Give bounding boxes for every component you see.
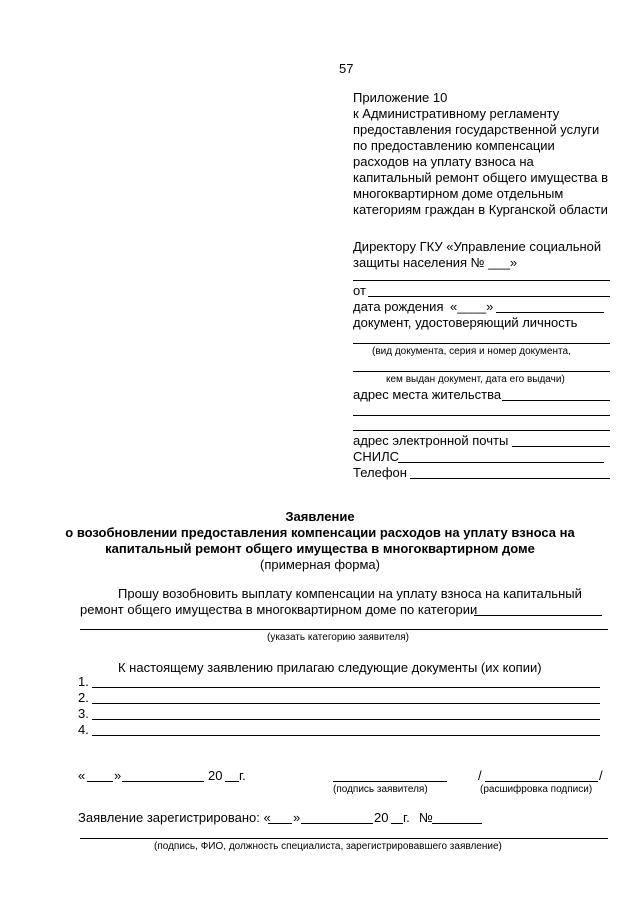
attachment-field[interactable] — [92, 703, 600, 704]
category-hint: (указать категорию заявителя) — [267, 632, 409, 643]
residence-field-3[interactable] — [353, 430, 610, 431]
attachment-field[interactable] — [92, 687, 600, 688]
date-year-field[interactable] — [225, 781, 239, 782]
registration-year-prefix: 20 — [374, 810, 389, 825]
registration-day-field[interactable] — [268, 823, 292, 824]
attachment-number: 2. — [78, 690, 89, 705]
residence-label: адрес места жительства — [353, 387, 502, 402]
appendix-line: капитальный ремонт общего имущества в — [353, 170, 609, 185]
dob-quote: «____» — [450, 299, 494, 314]
registration-number-field[interactable] — [432, 823, 482, 824]
attachment-number: 3. — [78, 706, 89, 721]
year-suffix: г. — [239, 768, 246, 783]
date-close-quote: » — [114, 768, 122, 783]
applicant-signature-hint: (подпись заявителя) — [333, 784, 428, 795]
applicant-signature-field[interactable] — [333, 781, 447, 782]
appendix-line: расходов на уплату взноса на — [353, 154, 534, 169]
slash-right: / — [599, 768, 603, 783]
registration-hint: (подпись, ФИО, должность специалиста, зарегистрировавшего заявление) — [154, 841, 502, 852]
appendix-line: по предоставлению компенсации — [353, 138, 555, 153]
from-label: от — [353, 283, 366, 298]
category-field[interactable] — [474, 615, 602, 616]
snils-label: СНИЛС — [353, 449, 400, 464]
appendix-line: многоквартирном доме отдельным — [353, 186, 564, 201]
from-field[interactable] — [368, 296, 610, 297]
appendix-line: Приложение 10 — [353, 90, 448, 105]
year-prefix: 20 — [208, 768, 223, 783]
dob-label: дата рождения — [353, 299, 444, 314]
date-month-field[interactable] — [122, 781, 204, 782]
attach-text: К настоящему заявлению прилагаю следующие документы (их копии) — [118, 660, 542, 675]
issued-field[interactable] — [353, 371, 610, 372]
registration-year-suffix: г. — [403, 810, 410, 825]
appendix-line: категориям граждан в Курганской области — [353, 202, 608, 217]
document-subtitle: (примерная форма) — [260, 557, 380, 572]
appendix-line: предоставления государственной услуги — [353, 122, 600, 137]
id-doc-label: документ, удостоверяющий личность — [353, 315, 578, 330]
date-open-quote: « — [78, 768, 86, 783]
category-field-2[interactable] — [80, 629, 608, 630]
registration-label: Заявление зарегистрировано: « — [78, 810, 271, 825]
addressee-line1: Директору ГКУ «Управление социальной — [353, 239, 602, 254]
residence-field-2[interactable] — [353, 415, 610, 416]
document-heading: Заявление — [285, 509, 355, 524]
addressee-line2: защиты населения № ___» — [353, 255, 518, 270]
document-title-line2: капитальный ремонт общего имущества в многоквартирном доме — [105, 541, 535, 556]
email-field[interactable] — [512, 446, 610, 447]
residence-field[interactable] — [502, 400, 610, 401]
registration-close-quote: » — [293, 810, 301, 825]
signature-decode-field[interactable] — [485, 781, 598, 782]
id-doc-field[interactable] — [353, 343, 610, 344]
email-label: адрес электронной почты — [353, 433, 509, 448]
dob-field[interactable] — [496, 312, 604, 313]
snils-field[interactable] — [398, 462, 604, 463]
request-line2: ремонт общего имущества в многоквартирном доме по категории — [80, 602, 478, 617]
signature-decode-hint: (расшифровка подписи) — [480, 784, 593, 795]
registration-month-field[interactable] — [301, 823, 373, 824]
date-day-field[interactable] — [87, 781, 113, 782]
issued-hint: кем выдан документ, дата его выдачи) — [386, 374, 565, 385]
slash-left: / — [478, 768, 482, 783]
blank-line — [353, 280, 610, 281]
attachment-number: 1. — [78, 674, 89, 689]
attachment-number: 4. — [78, 722, 89, 737]
attachment-field[interactable] — [92, 735, 600, 736]
appendix-line: к Административному регламенту — [353, 106, 560, 121]
request-line1: Прошу возобновить выплату компенсации на уплату взноса на капитальный — [118, 586, 582, 601]
attachment-field[interactable] — [92, 719, 600, 720]
registration-year-field[interactable] — [391, 823, 403, 824]
id-doc-hint: (вид документа, серия и номер документа, — [372, 346, 571, 357]
page-number: 57 — [339, 61, 354, 76]
registration-number-label: № — [419, 810, 433, 825]
document-title-line1: о возобновлении предоставления компенсации расходов на уплату взноса на — [65, 525, 575, 540]
phone-field[interactable] — [410, 478, 610, 479]
phone-label: Телефон — [353, 465, 407, 480]
specialist-signature-field[interactable] — [80, 838, 608, 839]
